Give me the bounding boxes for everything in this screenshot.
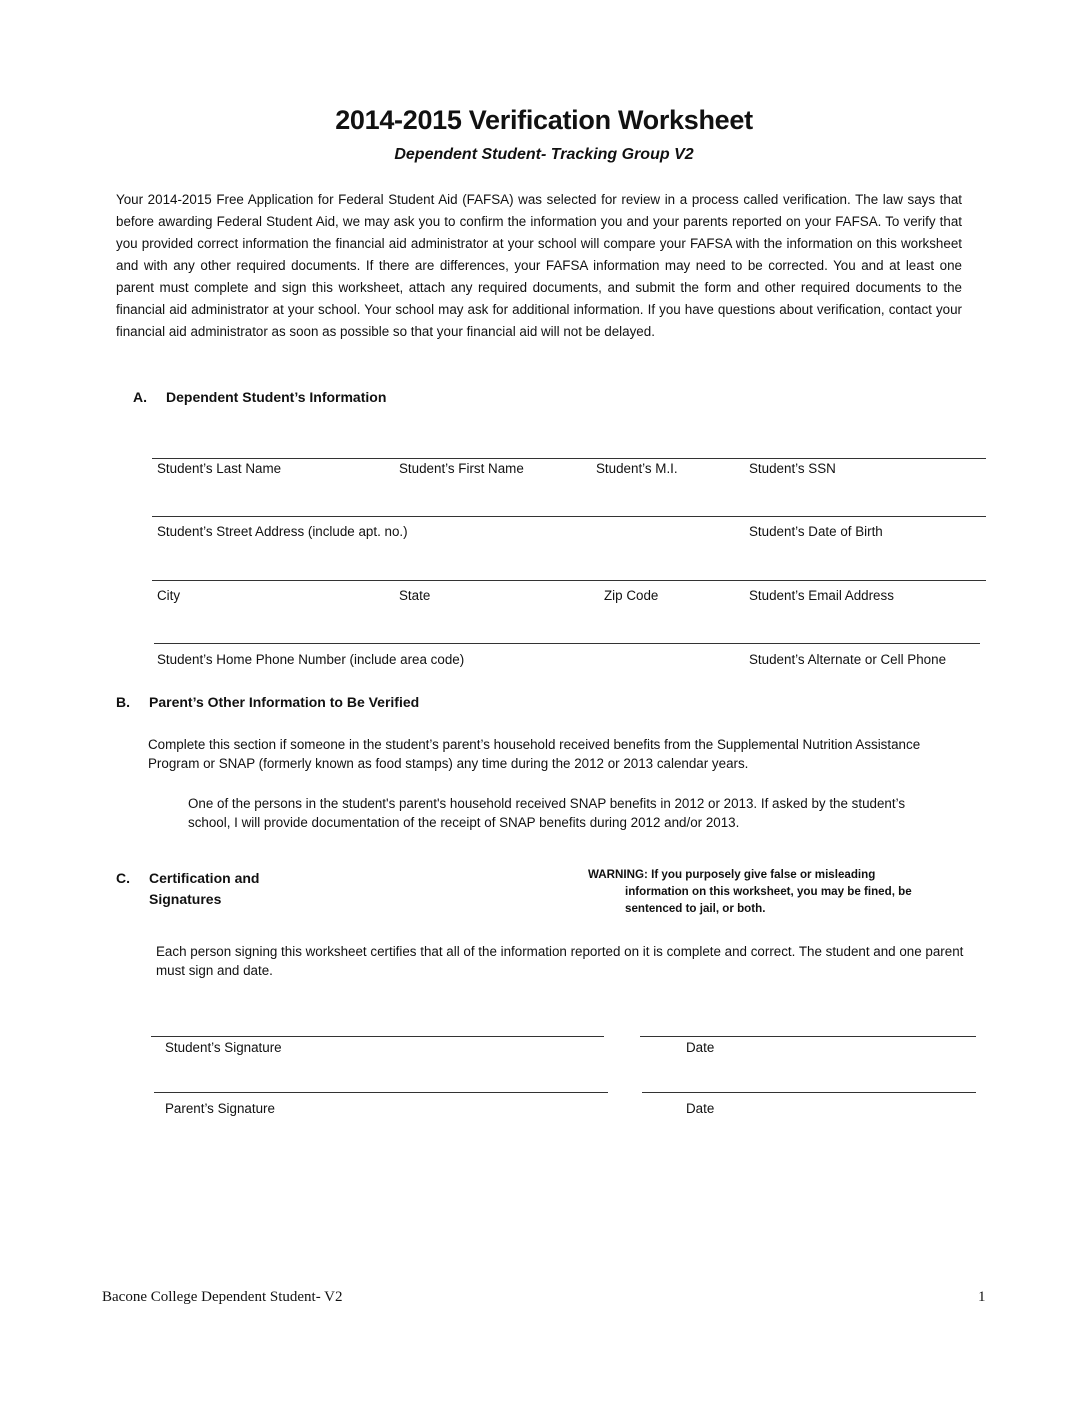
section-c-title-line1: Certification and — [149, 870, 260, 886]
student-signature-label: Student’s Signature — [165, 1040, 282, 1055]
section-c-heading — [116, 868, 259, 910]
last-name-field[interactable]: Student’s Last Name — [157, 461, 282, 476]
parent-date-label: Date — [686, 1101, 715, 1116]
field-line-row2 — [152, 516, 986, 517]
student-signature-line[interactable] — [151, 1036, 604, 1037]
footer-text: Bacone College Dependent Student- V2 — [102, 1289, 343, 1305]
ssn-field[interactable]: Student’s SSN — [749, 461, 836, 476]
section-b-letter: B. — [116, 694, 130, 710]
section-c-letter: C. — [116, 870, 130, 886]
warning-line2: information on this worksheet, you may be fined, be — [625, 885, 912, 898]
warning-line3: sentenced to jail, or both. — [625, 902, 766, 915]
section-b-text: Complete this section if someone in the student’s parent’s household received benefits from the Supplemental Nutrition Assistance Program or SNAP (formerly known as food stamps) any time during the 2012 or 2013 calendar years. — [148, 737, 921, 771]
section-c-title-line2: Signatures — [149, 891, 222, 907]
zip-code-field[interactable]: Zip Code — [604, 588, 659, 603]
field-line-row1 — [152, 458, 986, 459]
alternate-phone-field[interactable]: Student’s Alternate or Cell Phone — [749, 652, 947, 667]
street-address-field[interactable]: Student’s Street Address (include apt. no.) — [157, 524, 408, 539]
snap-statement: One of the persons in the student's parent's household received SNAP benefits in 2012 or 2013. If asked by the student’s school, I will provide documentation of the receipt of SNAP benefits during 2012 and/or 2013. — [188, 796, 906, 830]
state-field[interactable]: State — [399, 588, 431, 603]
section-a-title: Dependent Student’s Information — [166, 389, 387, 405]
section-a-heading — [133, 389, 386, 405]
parent-signature-line[interactable] — [154, 1092, 608, 1093]
parent-date-line[interactable] — [642, 1092, 976, 1093]
section-a-letter: A. — [133, 389, 147, 405]
date-of-birth-field[interactable]: Student’s Date of Birth — [749, 524, 883, 539]
city-field[interactable]: City — [157, 588, 181, 603]
intro-paragraph: Your 2014-2015 Free Application for Federal Student Aid (FAFSA) was selected for review in a process called verification. The law says that before awarding Federal Student Aid, we may ask you to confirm the information you and your parents reported on your FAFSA. To verify that you provided correct information the financial aid administrator at your school will compare your FAFSA with the information on this worksheet and with any other required documents. If there are differences, your FAFSA information may need to be corrected. You and at least one parent must complete and sign this worksheet, attach any required documents, and submit the form and other required documents to the financial aid administrator at your school. Your school may ask for additional information. If you have questions about verification, contact your financial aid administrator as soon as possible so that your financial aid will not be delayed. — [116, 192, 962, 339]
student-date-line[interactable] — [640, 1036, 976, 1037]
first-name-field[interactable]: Student’s First Name — [399, 461, 524, 476]
page-number: 1 — [978, 1289, 986, 1305]
email-field[interactable]: Student’s Email Address — [749, 588, 894, 603]
page-title: 2014-2015 Verification Worksheet — [335, 105, 753, 135]
middle-initial-field[interactable]: Student’s M.I. — [596, 461, 678, 476]
section-b-title: Parent’s Other Information to Be Verified — [149, 694, 420, 710]
field-line-row4 — [154, 643, 980, 644]
home-phone-field[interactable]: Student’s Home Phone Number (include area code) — [157, 652, 465, 667]
page-subtitle: Dependent Student- Tracking Group V2 — [394, 146, 694, 163]
field-line-row3 — [152, 580, 986, 581]
warning-line1: WARNING: If you purposely give false or misleading — [588, 868, 876, 881]
certification-text: Each person signing this worksheet certifies that all of the information reported on it is complete and correct. The student and one parent must sign and date. — [156, 944, 964, 978]
parent-signature-label: Parent’s Signature — [165, 1101, 275, 1116]
section-b-heading — [116, 694, 419, 710]
student-date-label: Date — [686, 1040, 715, 1055]
